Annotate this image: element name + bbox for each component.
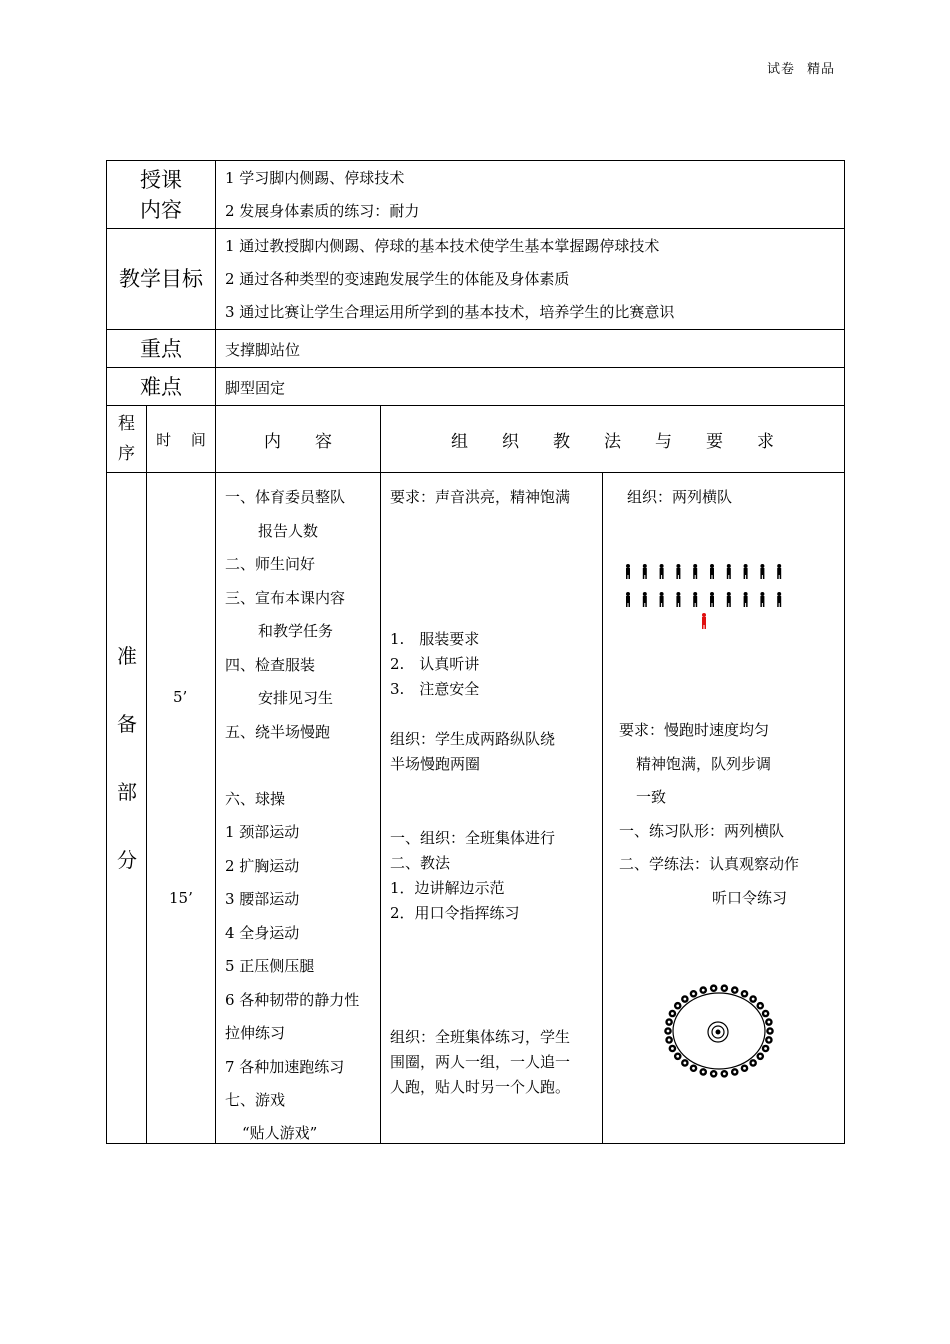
ring-student-icon — [741, 990, 749, 998]
goal-lines — [216, 229, 845, 330]
method-item: 二、学练法：认真观察动作 — [619, 855, 800, 873]
method-item: 组织：学生成两路纵队绕 — [390, 730, 556, 748]
student-figure-icon — [693, 592, 697, 607]
student-figure-icon — [626, 592, 630, 607]
student-figure-icon — [727, 592, 731, 607]
col-time: 时 间 — [147, 406, 216, 473]
ring-student-icon — [699, 986, 707, 994]
section-char: 分 — [117, 848, 137, 872]
content-item: 1 颈部运动 — [225, 823, 300, 841]
ring-student-icon — [665, 1018, 673, 1026]
method-item: 1. 服装要求 — [390, 630, 480, 648]
ring-student-icon — [690, 990, 698, 998]
student-figure-icon — [760, 564, 764, 579]
ring-student-icon — [766, 1027, 774, 1035]
goal-line: 1 通过教授脚内侧踢、停球的基本技术使学生基本掌握踢停球技术 — [225, 236, 660, 255]
method-item: 要求：慢跑时速度均匀 — [619, 721, 770, 739]
method-item: 2．用口令指挥练习 — [390, 904, 520, 922]
label-difficulty: 难点 — [107, 368, 216, 406]
ring-student-icon — [762, 1045, 770, 1053]
student-rows — [626, 564, 781, 607]
ring-student-icon — [765, 1018, 773, 1026]
student-figure-icon — [693, 564, 697, 579]
label-content: 授课 内容 — [107, 161, 216, 229]
content-item: 安排见习生 — [258, 689, 334, 707]
ring-student-icon — [669, 1045, 677, 1053]
section-name — [107, 473, 147, 1144]
section-char: 备 — [117, 712, 137, 736]
header-right: 精品 — [806, 62, 835, 77]
ring-student-icon — [710, 1070, 718, 1078]
time-value: 15’ — [169, 889, 193, 907]
student-figure-icon — [760, 592, 764, 607]
content-line: 1 学习脚内侧踢、停球技术 — [225, 168, 405, 187]
label-goals: 教学目标 — [107, 229, 216, 330]
method-item: 组织：两列横队 — [627, 488, 733, 506]
page-header — [767, 58, 835, 77]
col-method: 组 织 教 法 与 要 求 — [381, 406, 845, 473]
student-figure-icon — [744, 592, 748, 607]
content-item: 七、游戏 — [225, 1091, 286, 1109]
ring-student-icon — [756, 1052, 764, 1060]
header-left: 试卷 — [766, 62, 795, 77]
goal-line: 2 通过各种类型的变速跑发展学生的体能及身体素质 — [225, 269, 570, 288]
col-content: 内 容 — [216, 406, 381, 473]
student-figure-icon — [710, 564, 714, 579]
content-item: 3 腰部运动 — [225, 890, 300, 908]
content-item: 拉伸练习 — [225, 1024, 286, 1042]
teacher-figure-icon — [702, 613, 706, 629]
ring-student-icon — [749, 995, 757, 1003]
ring-student-icon — [731, 986, 739, 994]
content-item: 5 正压侧压腿 — [225, 957, 315, 975]
method-left-cell — [381, 473, 603, 1144]
student-figure-icon — [676, 564, 680, 579]
ring-student-icon — [674, 1052, 682, 1060]
student-figure-icon — [777, 592, 781, 607]
student-figure-icon — [660, 592, 664, 607]
content-item: “贴人游戏” — [242, 1124, 318, 1142]
method-item: 围圈，两人一组，一人追一 — [390, 1053, 571, 1071]
row-content — [107, 161, 845, 229]
content-item: 五、绕半场慢跑 — [225, 723, 331, 741]
method-right-cell — [603, 473, 845, 1144]
ring-student-icon — [669, 1010, 677, 1018]
ring-student-icon — [681, 1059, 689, 1067]
ring-student-icon — [699, 1068, 707, 1076]
student-figure-icon — [626, 564, 630, 579]
lesson-plan-table — [106, 160, 845, 1144]
method-item: 组织：全班集体练习，学生 — [390, 1028, 571, 1046]
method-item: 半场慢跑两圈 — [390, 755, 481, 773]
method-item: 2. 认真听讲 — [390, 655, 480, 673]
formation-two-rows-diagram — [619, 561, 789, 633]
section-char: 准 — [117, 644, 137, 668]
method-item: 一、组织：全班集体进行 — [390, 829, 556, 847]
method-item: 人跑，贴人时另一个人跑。 — [390, 1078, 571, 1096]
ring-student-icon — [690, 1064, 698, 1072]
content-cell — [216, 473, 381, 1144]
method-item: 一、练习队形：两列横队 — [619, 822, 785, 840]
label-key: 重点 — [107, 330, 216, 368]
ring-student-icon — [749, 1059, 757, 1067]
student-figure-icon — [777, 564, 781, 579]
time-value: 5’ — [173, 688, 188, 706]
section-char: 部 — [117, 780, 137, 804]
method-item: 精神饱满，队列步调 — [636, 755, 772, 773]
section-prep — [107, 473, 845, 1144]
ring-student-icon — [762, 1010, 770, 1018]
content-item: 6 各种韧带的静力性 — [225, 991, 360, 1009]
ring-student-icon — [664, 1027, 672, 1035]
content-item: 二、师生问好 — [225, 555, 316, 573]
column-header-row — [107, 406, 845, 473]
key-text: 支撑脚站位 — [225, 341, 301, 359]
content-item: 4 全身运动 — [225, 924, 300, 942]
student-figure-icon — [660, 564, 664, 579]
student-figure-icon — [643, 592, 647, 607]
content-item: 7 各种加速跑练习 — [225, 1058, 345, 1076]
content-item: 和教学任务 — [258, 622, 334, 640]
ring-student-icon — [674, 1002, 682, 1010]
ring-student-icon — [731, 1068, 739, 1076]
content-item: 六、球操 — [225, 790, 286, 808]
content-item: 2 扩胸运动 — [225, 857, 300, 875]
circle-game-diagram — [659, 981, 779, 1081]
content-item: 三、宣布本课内容 — [225, 589, 346, 607]
student-figure-icon — [744, 564, 748, 579]
method-item: 听口令练习 — [712, 889, 788, 907]
method-item: 一致 — [636, 788, 667, 806]
ring-student-icon — [741, 1064, 749, 1072]
col-procedure: 程 序 — [107, 406, 147, 473]
student-figure-icon — [710, 592, 714, 607]
method-item: 要求：声音洪亮，精神饱满 — [390, 488, 571, 506]
ring-student-icon — [721, 1070, 729, 1078]
row-difficulty — [107, 368, 845, 406]
row-goals — [107, 229, 845, 330]
ring-student-icon — [721, 984, 729, 992]
content-item: 一、体育委员整队 — [225, 488, 346, 506]
content-lines — [216, 161, 845, 229]
student-figure-icon — [727, 564, 731, 579]
content-line: 2 发展身体素质的练习：耐力 — [225, 201, 420, 220]
ring-student-icon — [756, 1002, 764, 1010]
method-item: 1．边讲解边示范 — [390, 879, 505, 897]
method-item: 二、教法 — [390, 854, 451, 872]
goal-line: 3 通过比赛让学生合理运用所学到的基本技术，培养学生的比赛意识 — [225, 302, 675, 321]
ring-student-icon — [681, 995, 689, 1003]
method-item: 3. 注意安全 — [390, 680, 480, 698]
content-item: 四、检查服装 — [225, 656, 316, 674]
difficulty-text: 脚型固定 — [225, 379, 286, 397]
row-key — [107, 330, 845, 368]
time-cell — [147, 473, 216, 1144]
student-figure-icon — [676, 592, 680, 607]
content-item: 报告人数 — [258, 522, 319, 540]
ring-student-icon — [765, 1036, 773, 1044]
ring-student-icon — [710, 984, 718, 992]
ring-student-icon — [665, 1036, 673, 1044]
student-figure-icon — [643, 564, 647, 579]
